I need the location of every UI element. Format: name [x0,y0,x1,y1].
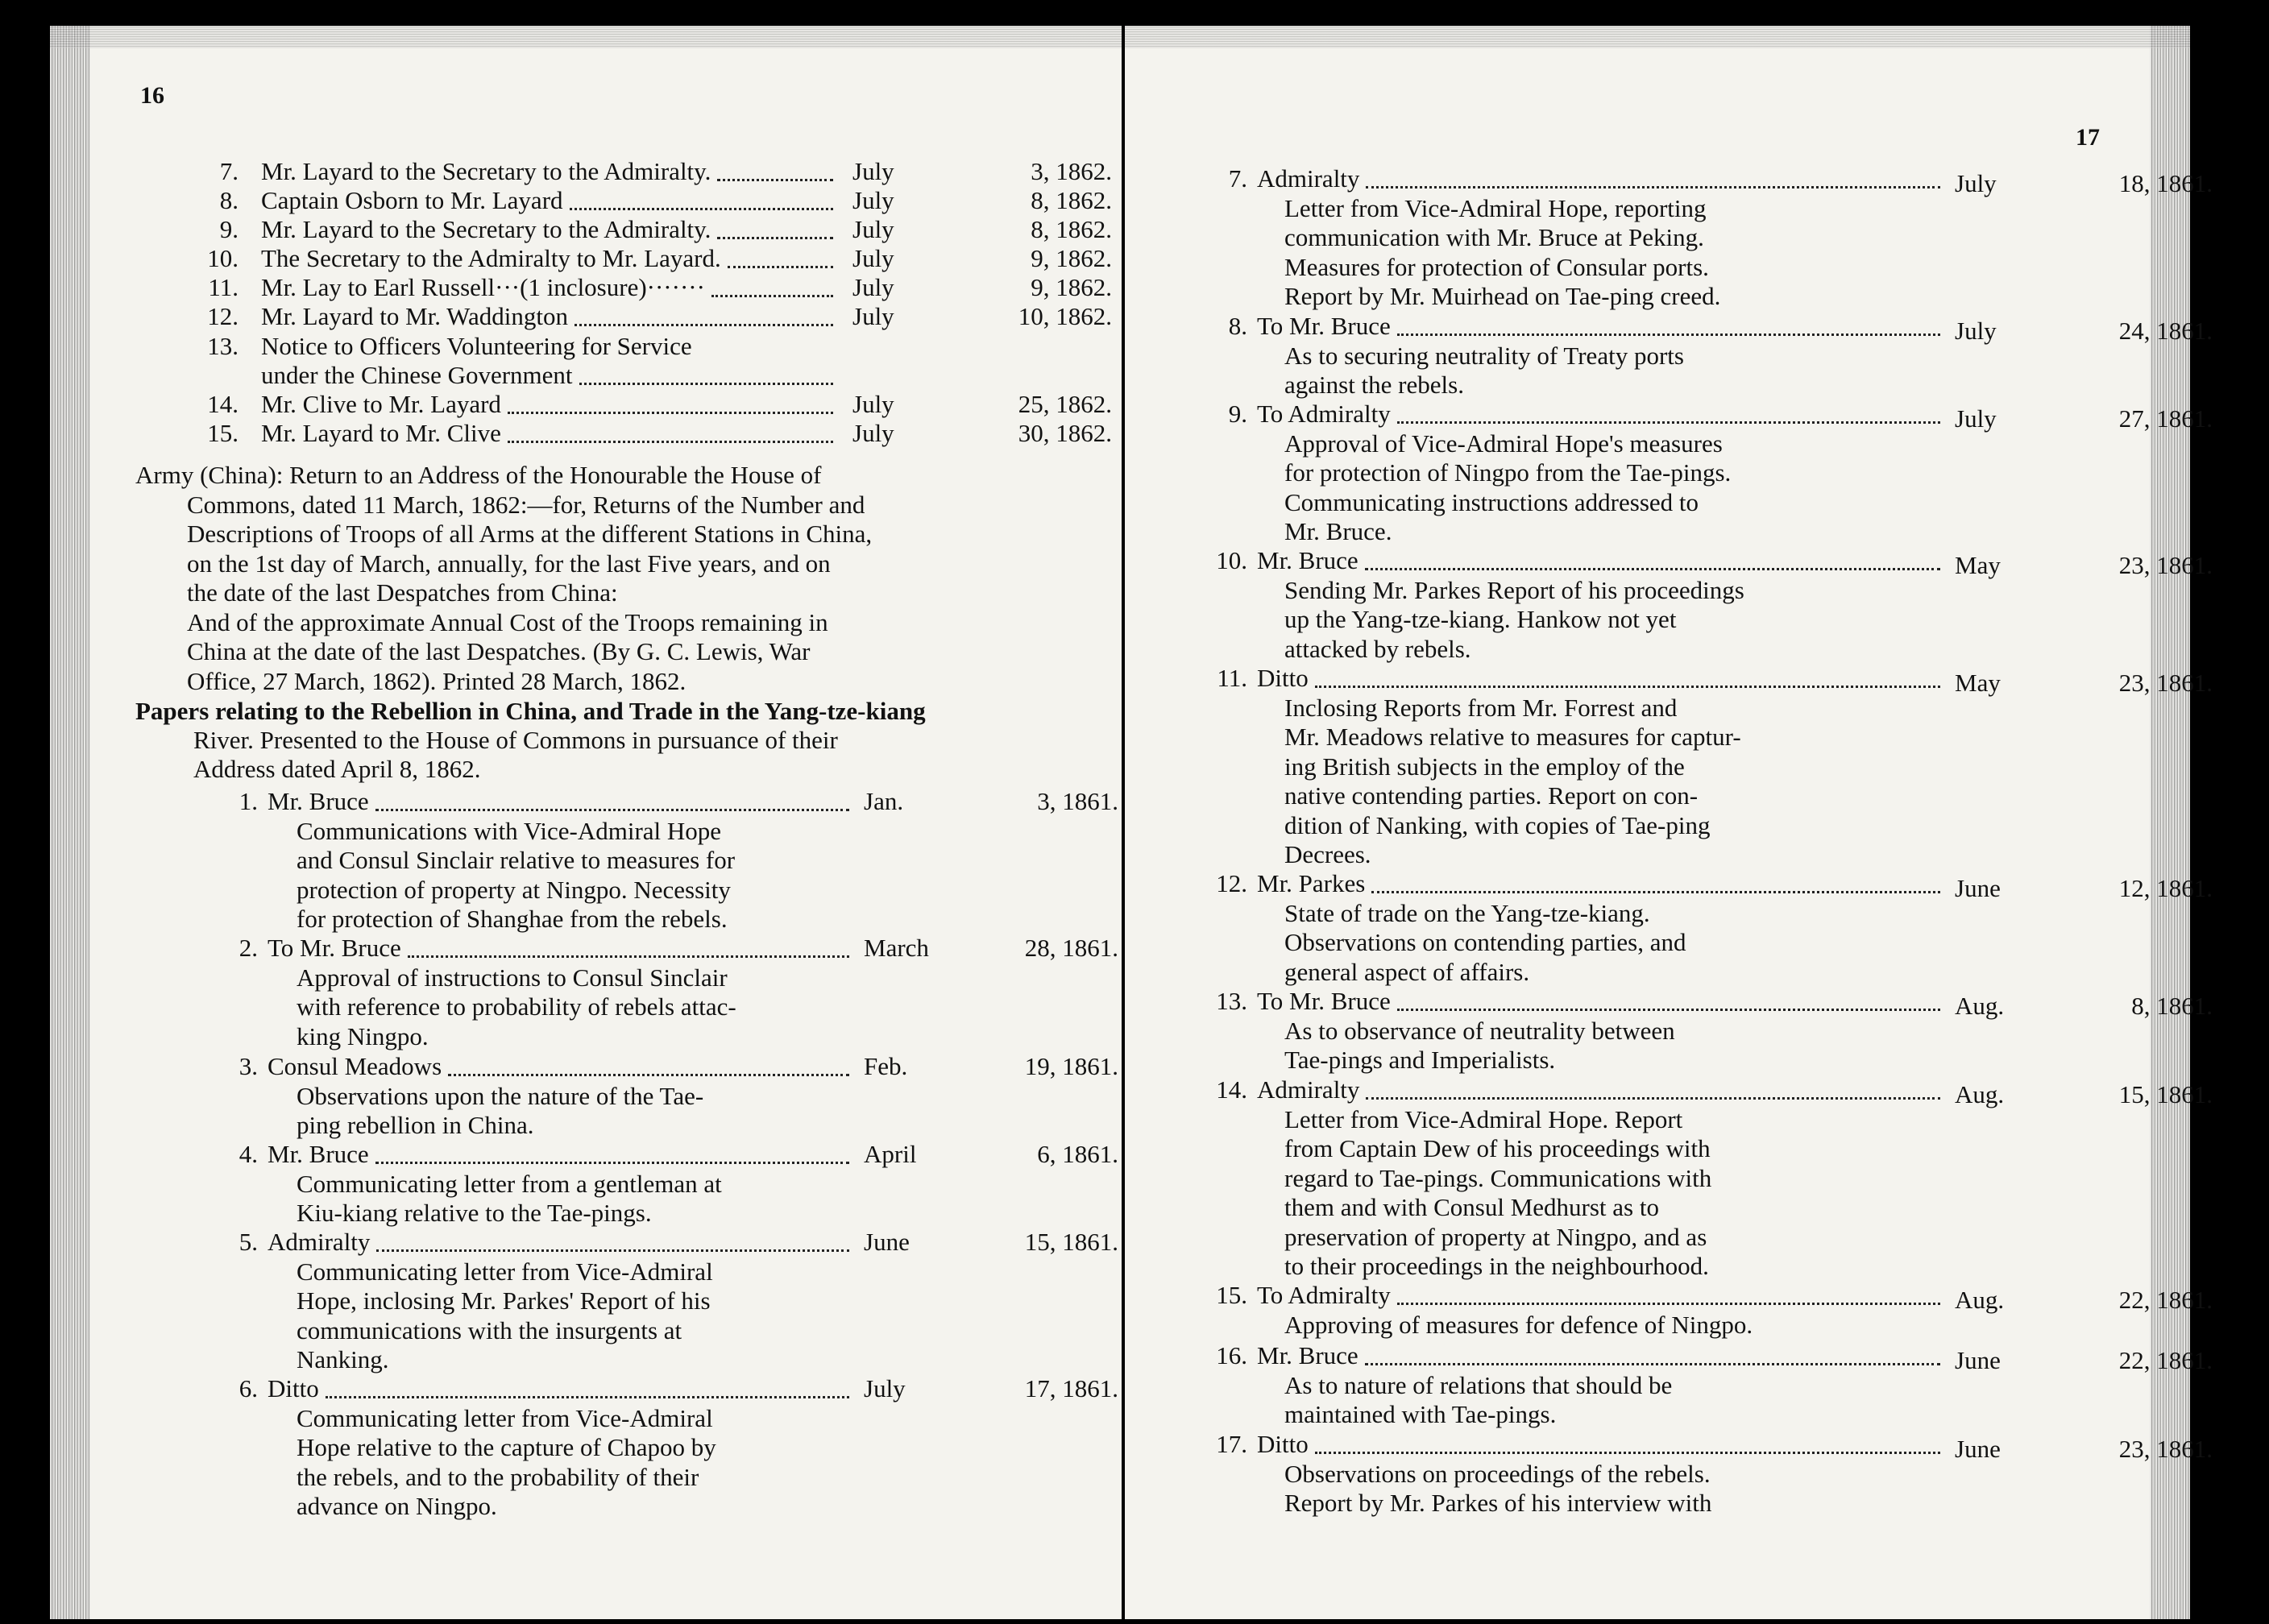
entry-title: To Mr. Bruce [1257,987,1391,1015]
page-number: 17 [2076,124,2100,151]
dot-leader [375,1162,849,1164]
entry-date: 15, 1861. [1024,1228,1118,1256]
correspondence-description: Notice to Officers Volunteering for Service [261,332,692,360]
entry-title: Ditto [268,1374,319,1402]
page-top-shadow [50,26,1128,48]
entry-description: Hope, inclosing Mr. Parkes' Report of his [297,1286,711,1315]
entry-description: Approving of measures for defence of Ningpo. [1284,1310,1753,1339]
army-return-text: Army (China): Return to an Address of the Honourable the House of [135,461,822,489]
entry-description: State of trade on the Yang-tze-kiang. [1284,898,1650,927]
page-number: 16 [140,82,164,109]
dot-leader [408,955,849,958]
papers-heading-text: River. Presented to the House of Commons in pursuance of their [193,726,838,754]
entry-description: Hope relative to the capture of Chapoo by [297,1433,716,1461]
correspondence-number: 10. [207,244,239,272]
entry-description: Letter from Vice-Admiral Hope. Report [1284,1104,1683,1133]
entry-title: Mr. Bruce [268,787,369,815]
entry-date: 22, 1861. [2118,1346,2213,1374]
correspondence-date: 8, 1862. [1031,215,1112,243]
entry-description: Approval of instructions to Consul Sinclair [297,963,728,992]
entry-month: April [864,1140,917,1168]
entry-description: As to securing neutrality of Treaty ports [1284,341,1684,370]
dot-leader [1371,891,1940,893]
entry-description: for protection of Ningpo from the Tae-pings. [1284,458,1732,487]
entry-description: dition of Nanking, with copies of Tae-ping [1284,810,1711,839]
entry-description: Decrees. [1284,840,1371,868]
entry-title: Mr. Bruce [268,1140,369,1168]
entry-month: May [1955,551,2001,579]
correspondence-month: July [852,419,894,447]
dot-leader [570,208,833,210]
entry-date: 8, 1861. [2131,992,2213,1020]
entry-description: native contending parties. Report on con- [1284,781,1699,810]
entry-date: 22, 1861. [2118,1286,2213,1314]
entry-date: 23, 1861. [2118,551,2213,579]
entry-description: to their proceedings in the neighbourhood. [1284,1252,1709,1280]
correspondence-month: July [852,186,894,214]
dot-leader [579,383,833,385]
dot-leader [711,295,833,297]
entry-description: preservation of property at Ningpo, and as [1284,1222,1707,1251]
army-return-text: on the 1st day of March, annually, for the last Five years, and on [187,549,831,578]
entry-month: Jan. [864,787,904,815]
entry-title: Admiralty [268,1228,371,1256]
correspondence-description: Mr. Clive to Mr. Layard [261,390,501,418]
dot-leader [717,179,833,181]
correspondence-number: 8. [219,186,239,214]
entry-description: Sending Mr. Parkes Report of his proceedings [1284,575,1744,604]
correspondence-description-cont: under the Chinese Government [261,361,573,389]
entry-number: 10. [1216,546,1247,574]
entry-description: Report by Mr. Muirhead on Tae-ping creed. [1284,282,1721,310]
entry-month: March [864,934,929,962]
entry-description: Inclosing Reports from Mr. Forrest and [1284,693,1678,722]
entry-date: 23, 1861. [2118,1435,2213,1463]
entry-month: July [1955,169,1997,197]
army-return-text: Office, 27 March, 1862). Printed 28 March, 1862. [187,666,687,695]
right-page [1125,26,2213,1619]
correspondence-number: 13. [207,332,239,360]
correspondence-date: 25, 1862. [1018,390,1112,418]
army-return-text: the date of the last Despatches from China: [187,578,618,607]
dot-leader [508,412,833,414]
entry-description: As to observance of neutrality between [1284,1016,1675,1045]
entry-date: 27, 1861. [2118,404,2213,433]
entry-description: Observations on contending parties, and [1284,928,1686,956]
correspondence-date: 3, 1862. [1031,157,1112,185]
entry-month: Aug. [1955,1286,2005,1314]
entry-number: 17. [1216,1430,1247,1458]
army-return-text: Commons, dated 11 March, 1862:—for, Returns of the Number and [187,490,865,519]
correspondence-date: 8, 1862. [1031,186,1112,214]
dot-leader [1397,334,1940,336]
entry-number: 5. [239,1228,258,1256]
entry-date: 19, 1861. [1024,1052,1118,1080]
entry-title: Mr. Parkes [1257,869,1366,897]
army-return-text: Descriptions of Troops of all Arms at the different Stations in China, [187,520,873,548]
correspondence-month: July [852,302,894,330]
entry-title: To Mr. Bruce [1257,312,1391,340]
entry-number: 9. [1228,400,1247,428]
entry-description: Mr. Meadows relative to measures for captur- [1284,723,1741,751]
entry-number: 8. [1228,312,1247,340]
correspondence-month: July [852,273,894,301]
dot-leader [376,1249,849,1252]
dot-leader [1315,686,1940,688]
correspondence-description: Mr. Layard to Mr. Waddington [261,302,568,330]
entry-month: June [1955,1435,2001,1463]
correspondence-description: Mr. Layard to the Secretary to the Admiralty. [261,157,711,185]
correspondence-description: Mr. Lay to Earl Russell···(1 inclosure)······· [261,273,705,301]
entry-month: June [1955,1346,2001,1374]
entry-description: Communicating letter from Vice-Admiral [297,1257,713,1286]
entry-number: 13. [1216,987,1247,1015]
entry-description: ping rebellion in China. [297,1111,534,1139]
correspondence-date: 30, 1862. [1018,419,1112,447]
correspondence-description: Mr. Layard to the Secretary to the Admiralty. [261,215,711,243]
entry-month: July [1955,404,1997,433]
entry-number: 4. [239,1140,258,1168]
correspondence-date: 10, 1862. [1018,302,1112,330]
entry-description: general aspect of affairs. [1284,957,1530,986]
dot-leader [326,1396,849,1398]
entry-description: Communicating letter from a gentleman at [297,1169,722,1198]
dot-leader [1366,186,1940,188]
entry-description: communication with Mr. Bruce at Peking. [1284,223,1704,251]
correspondence-number: 15. [207,419,239,447]
entry-date: 18, 1861. [2118,169,2213,197]
entry-date: 28, 1861. [1024,934,1118,962]
entry-number: 2. [239,934,258,962]
entry-description: Nanking. [297,1345,389,1373]
entry-number: 12. [1216,869,1247,897]
entry-date: 24, 1861. [2118,317,2213,345]
entry-description: Letter from Vice-Admiral Hope, reporting [1284,193,1707,222]
entry-title: Admiralty [1257,1075,1360,1104]
correspondence-number: 9. [219,215,239,243]
entry-date: 17, 1861. [1024,1374,1118,1402]
correspondence-month: July [852,157,894,185]
army-return-text: China at the date of the last Despatches. (By G. C. Lewis, War [187,637,811,665]
correspondence-date: 9, 1862. [1031,273,1112,301]
entry-description: As to nature of relations that should be [1284,1370,1673,1399]
entry-description: attacked by rebels. [1284,634,1471,663]
dot-leader [717,237,833,239]
entry-description: Measures for protection of Consular ports. [1284,252,1709,281]
entry-title: Consul Meadows [268,1052,442,1080]
entry-description: advance on Ningpo. [297,1492,497,1520]
entry-description: king Ningpo. [297,1021,429,1050]
entry-description: Observations on proceedings of the rebels. [1284,1459,1711,1488]
entry-number: 3. [239,1052,258,1080]
entry-description: Approval of Vice-Admiral Hope's measures [1284,429,1723,458]
entry-title: Admiralty [1257,164,1360,193]
entry-description: the rebels, and to the probability of their [297,1462,699,1491]
entry-date: 23, 1861. [2118,669,2213,697]
dot-leader [728,266,833,268]
entry-description: from Captain Dew of his proceedings with [1284,1134,1711,1162]
correspondence-number: 11. [208,273,239,301]
entry-title: Ditto [1257,664,1309,692]
correspondence-number: 14. [207,390,239,418]
entry-title: Mr. Bruce [1257,1341,1358,1369]
page-edge-shadow [2150,26,2190,1619]
entry-description: Observations upon the nature of the Tae- [297,1081,704,1110]
entry-description: them and with Consul Medhurst as to [1284,1193,1659,1221]
dot-leader [1365,568,1940,570]
entry-title: To Admiralty [1257,1281,1391,1309]
army-return-text: And of the approximate Annual Cost of the Troops remaining in [187,607,828,636]
entry-description: and Consul Sinclair relative to measures for [297,846,736,874]
entry-description: Tae-pings and Imperialists. [1284,1046,1556,1074]
entry-description: with reference to probability of rebels attac- [297,992,736,1021]
entry-month: May [1955,669,2001,697]
dot-leader [1397,1009,1940,1011]
dot-leader [1366,1097,1940,1100]
entry-description: communications with the insurgents at [297,1315,682,1344]
entry-description: Communicating letter from Vice-Admiral [297,1403,713,1432]
entry-description: ing British subjects in the employ of the [1284,752,1685,781]
correspondence-description: The Secretary to the Admiralty to Mr. Layard. [261,244,721,272]
entry-description: protection of property at Ningpo. Necessity [297,875,731,904]
entry-title: Ditto [1257,1430,1309,1458]
correspondence-month: July [852,215,894,243]
correspondence-number: 12. [207,302,239,330]
dot-leader [508,441,833,443]
entry-number: 15. [1216,1281,1247,1309]
entry-number: 11. [1217,664,1247,692]
entry-date: 15, 1861. [2118,1080,2213,1108]
entry-description: regard to Tae-pings. Communications with [1284,1163,1712,1192]
entry-date: 6, 1861. [1037,1140,1118,1168]
dot-leader [1315,1452,1940,1454]
dot-leader [375,809,849,811]
correspondence-description: Mr. Layard to Mr. Clive [261,419,501,447]
entry-month: July [1955,317,1997,345]
papers-heading-text: Papers relating to the Rebellion in China, and Trade in the Yang-tze-kiang [135,697,926,725]
dot-leader [1397,421,1940,424]
entry-date: 12, 1861. [2118,874,2213,902]
papers-heading-text: Address dated April 8, 1862. [193,755,481,783]
dot-leader [448,1074,849,1076]
page-top-shadow [1125,26,2190,48]
entry-description: Mr. Bruce. [1284,517,1392,545]
entry-description: for protection of Shanghae from the rebels. [297,905,728,933]
left-page [50,26,1128,1619]
correspondence-description: Captain Osborn to Mr. Layard [261,186,563,214]
entry-month: Feb. [864,1052,908,1080]
entry-description: Kiu-kiang relative to the Tae-pings. [297,1199,652,1227]
entry-date: 3, 1861. [1037,787,1118,815]
entry-title: To Admiralty [1257,400,1391,428]
entry-description: maintained with Tae-pings. [1284,1400,1557,1428]
entry-title: Mr. Bruce [1257,546,1358,574]
correspondence-month: July [852,390,894,418]
entry-number: 16. [1216,1341,1247,1369]
entry-number: 7. [1228,164,1247,193]
entry-number: 14. [1216,1075,1247,1104]
dot-leader [1397,1303,1940,1305]
entry-month: Aug. [1955,1080,2005,1108]
entry-description: against the rebels. [1284,371,1464,399]
entry-description: Communications with Vice-Admiral Hope [297,816,722,845]
correspondence-month: July [852,244,894,272]
entry-month: July [864,1374,906,1402]
entry-month: June [864,1228,910,1256]
entry-number: 1. [239,787,258,815]
dot-leader [575,324,833,326]
correspondence-number: 7. [219,157,239,185]
entry-description: Communicating instructions addressed to [1284,487,1699,516]
correspondence-date: 9, 1862. [1031,244,1112,272]
page-edge-shadow [50,26,90,1619]
dot-leader [1365,1363,1940,1365]
entry-description: Report by Mr. Parkes of his interview with [1284,1489,1712,1517]
entry-description: up the Yang-tze-kiang. Hankow not yet [1284,605,1677,633]
entry-month: Aug. [1955,992,2005,1020]
entry-title: To Mr. Bruce [268,934,401,962]
entry-month: June [1955,874,2001,902]
entry-number: 6. [239,1374,258,1402]
